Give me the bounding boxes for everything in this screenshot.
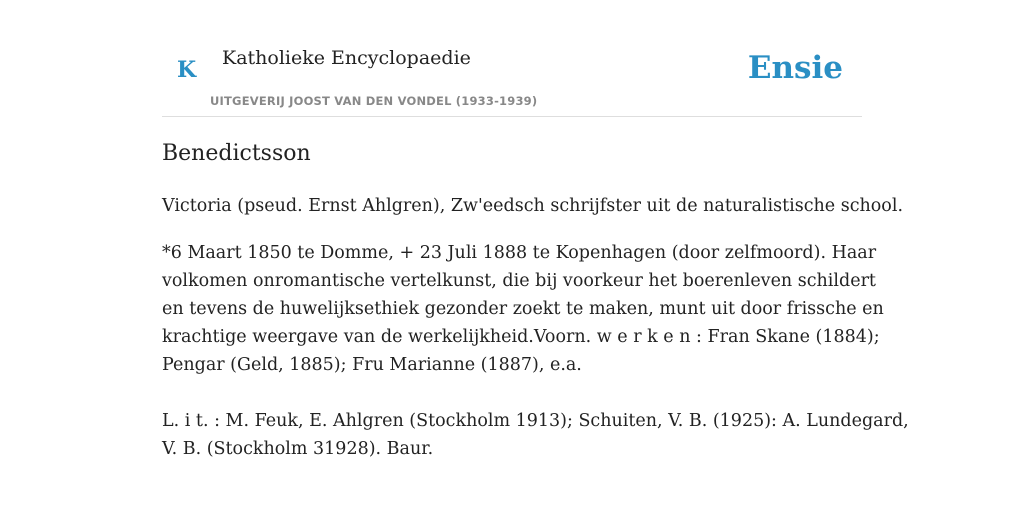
article (162, 138, 909, 463)
article-heading: Benedictsson (162, 141, 311, 166)
encyclopedia-title[interactable]: Katholieke Encyclopaedie (222, 47, 471, 69)
article-body-line: Pengar (Geld, 1885); Fru Marianne (1887), e.a. (162, 355, 582, 375)
encyclopedia-logo-link[interactable]: K (177, 57, 197, 83)
article-body (162, 239, 884, 379)
site-header (162, 0, 862, 117)
publisher-subtitle: UITGEVERIJ JOOST VAN DEN VONDEL (1933-1939) (210, 94, 538, 108)
article-literature (162, 407, 909, 463)
article-body-line: krachtige weergave van de werkelijkheid.Voorn. w e r k e n : Fran Skane (1884); (162, 327, 880, 347)
literature-line: V. B. (Stockholm 31928). Baur. (162, 439, 434, 459)
article-body-line: *6 Maart 1850 te Domme, + 23 Juli 1888 te Kopenhagen (door zelfmoord). Haar (162, 243, 877, 263)
article-body-line: volkomen onromantische vertelkunst, die bij voorkeur het boerenleven schildert (162, 271, 876, 291)
ensie-brand-link[interactable]: Ensie (747, 50, 843, 86)
article-lead: Victoria (pseud. Ernst Ahlgren), Zw'eedsch schrijfster uit de naturalistische school. (162, 196, 904, 216)
article-body-line: en tevens de huwelijksethiek gezonder zoekt te maken, munt uit door frissche en (162, 299, 884, 319)
literature-line: L. i t. : M. Feuk, E. Ahlgren (Stockholm 1913); Schuiten, V. B. (1925): A. Lundegard, (162, 411, 909, 431)
